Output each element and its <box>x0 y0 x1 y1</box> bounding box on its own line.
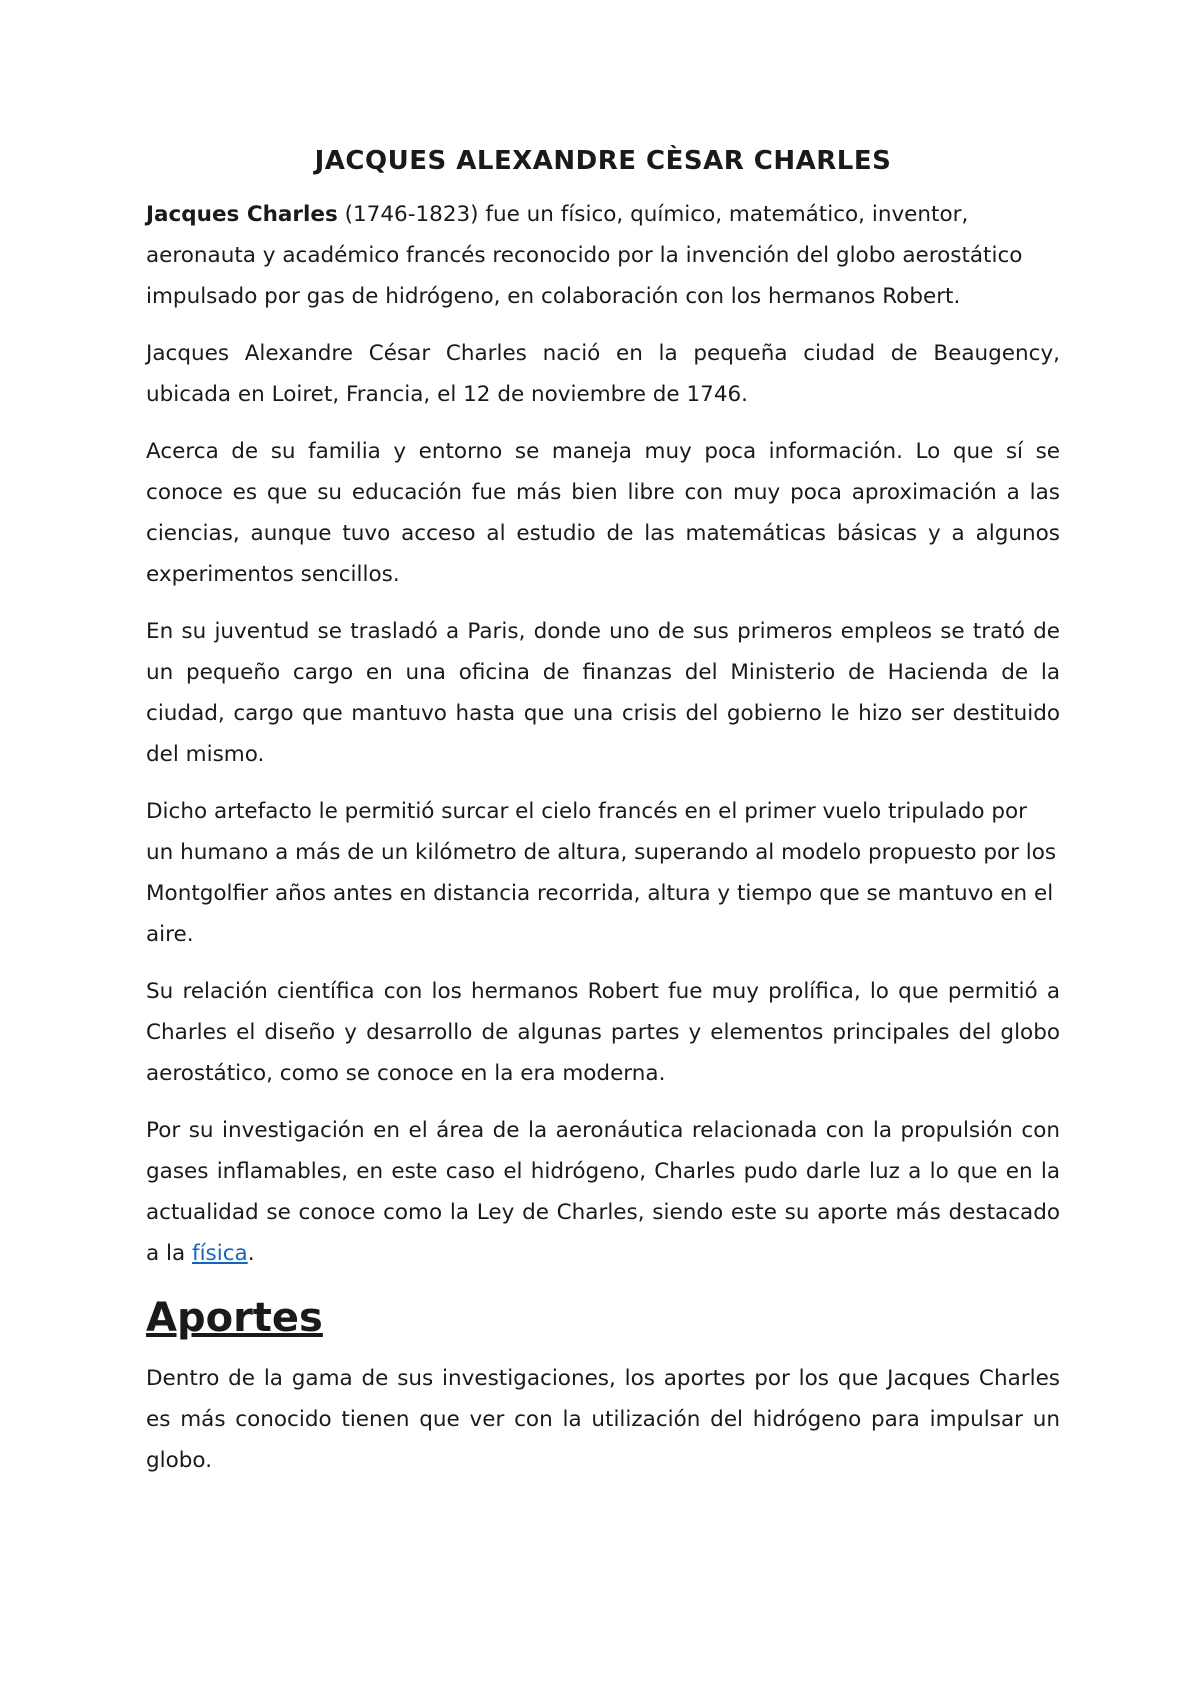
section-heading-aportes: Aportes <box>146 1295 323 1341</box>
paragraph-aportes: Dentro de la gama de sus investigaciones, los aportes por los que Jacques Charles es más conocido tienen que ver con la utilización del hidrógeno para impulsar un globo. <box>146 1366 1060 1473</box>
paragraph-law-text: Por su investigación en el área de la aeronáutica relacionada con la propulsión con gases inflamables, en este caso el hidrógeno, Charles pudo darle luz a lo que en la actualidad se conoce como la Ley de Charles, siendo este su aporte más destacado a la <box>146 1118 1060 1266</box>
intro-paragraph <box>146 194 1060 317</box>
paragraph-family: Acerca de su familia y entorno se maneja muy poca información. Lo que sí se conoce es que su educación fue más bien libre con muy poca aproximación a las ciencias, aunque tuvo acceso al estudio de las matemáticas básicas y a algunos experimentos sencillos. <box>146 439 1060 587</box>
intro-name: Jacques Charles <box>146 202 338 227</box>
paragraph-law <box>146 1110 1060 1274</box>
paragraph-flight: Dicho artefacto le permitió surcar el cielo francés en el primer vuelo tripulado por un humano a más de un kilómetro de altura, superando al modelo propuesto por los Montgolfier años antes en distancia recorrida, altura y tiempo que se mantuvo en el aire. <box>146 799 1057 947</box>
paragraph-birth: Jacques Alexandre César Charles nació en la pequeña ciudad de Beaugency, ubicada en Loiret, Francia, el 12 de noviembre de 1746. <box>146 341 1060 407</box>
document-title: JACQUES ALEXANDRE CÈSAR CHARLES <box>314 146 892 176</box>
fisica-link[interactable]: física <box>192 1241 248 1266</box>
paragraph-robert: Su relación científica con los hermanos Robert fue muy prolífica, lo que permitió a Charles el diseño y desarrollo de algunas partes y elementos principales del globo aerostático, como se conoce en la era moderna. <box>146 979 1060 1086</box>
paragraph-law-end: . <box>247 1241 255 1266</box>
document-page <box>146 140 1060 1497</box>
intro-text: (1746-1823) fue un físico, químico, matemático, inventor, aeronauta y académico francés reconocido por la invención del globo aerostático impulsado por gas de hidrógeno, en colaboración con los hermanos Robert. <box>146 202 1023 309</box>
paragraph-youth: En su juventud se trasladó a Paris, donde uno de sus primeros empleos se trató de un pequeño cargo en una oficina de finanzas del Ministerio de Hacienda de la ciudad, cargo que mantuvo hasta que una crisis del gobierno le hizo ser destituido del mismo. <box>146 619 1060 767</box>
